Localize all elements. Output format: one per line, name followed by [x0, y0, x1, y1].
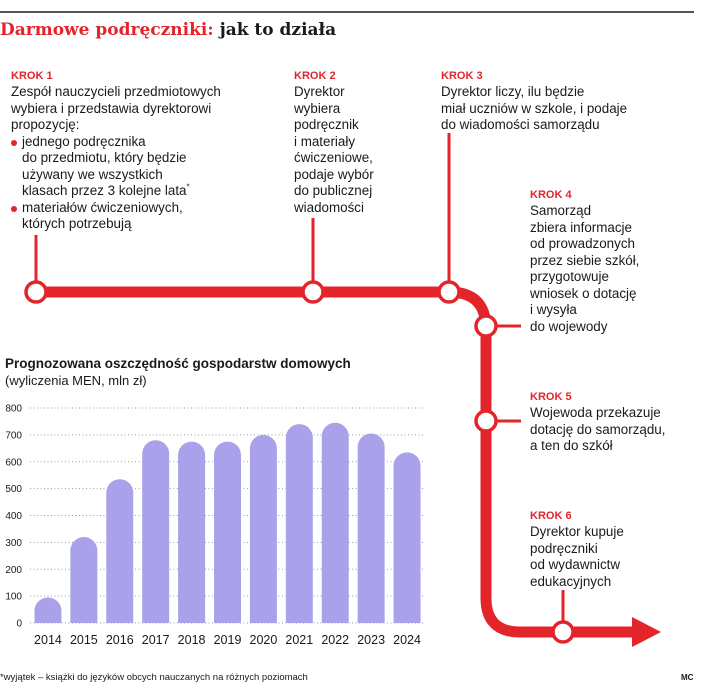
step-line: wybiera i przedstawia dyrektorowi — [11, 100, 212, 116]
step-line: i wysyła — [530, 302, 577, 317]
bullet-dot — [11, 206, 17, 212]
step-1 — [11, 69, 301, 233]
y-tick-label: 500 — [5, 484, 22, 496]
chart-subtitle: (wyliczenia MEN, mln zł) — [5, 373, 147, 388]
step-4 — [530, 188, 700, 335]
x-tick-label: 2021 — [285, 633, 314, 647]
y-tick-label: 100 — [5, 591, 22, 603]
x-tick-label: 2016 — [105, 633, 134, 647]
step-3 — [441, 69, 701, 134]
chart-x-ticks — [34, 633, 421, 647]
step-line: miał uczniów w szkole, i podaje — [441, 100, 628, 116]
step-line: od wydawnictw — [530, 557, 621, 572]
step-line: do wojewody — [530, 318, 608, 334]
step-line: ćwiczeniowe, — [294, 150, 373, 165]
step-line: Dyrektor — [294, 84, 345, 99]
station-6 — [553, 622, 573, 642]
step-6 — [530, 509, 700, 590]
bar-2020 — [250, 435, 277, 623]
bullet-line: używany we wszystkich — [22, 166, 163, 182]
step-label: KROK 1 — [11, 70, 53, 82]
bar-2017 — [142, 440, 169, 623]
chart-bars — [34, 423, 420, 623]
step-line: propozycję: — [11, 117, 80, 132]
step-label: KROK 2 — [294, 70, 336, 82]
y-tick-label: 600 — [5, 457, 22, 469]
x-tick-label: 2018 — [177, 633, 206, 647]
bar-2015 — [70, 537, 97, 623]
step-bullets — [11, 134, 301, 233]
y-tick-label: 200 — [5, 564, 22, 576]
station-2 — [303, 282, 323, 302]
x-tick-label: 2015 — [69, 633, 98, 647]
bar-2021 — [286, 424, 313, 623]
title-highlight: Darmowe podręczniki: — [0, 20, 214, 40]
bullet-line: materiałów ćwiczeniowych, — [22, 199, 183, 215]
step-line: wiadomości — [294, 199, 364, 215]
bar-2023 — [358, 434, 385, 623]
station-5 — [476, 411, 496, 431]
step-line: Samorząd — [530, 203, 592, 218]
bullet-line-text: klasach przez 3 kolejne lata — [22, 183, 187, 198]
credit: MC — [681, 673, 694, 682]
chart-title: Prognozowana oszczędność gospodarstw domowych — [5, 356, 351, 371]
step-line: od prowadzonych — [530, 236, 635, 251]
bullet-item — [11, 200, 301, 233]
step-line: edukacyjnych — [530, 573, 612, 589]
x-tick-label: 2023 — [357, 633, 386, 647]
station-3 — [439, 282, 459, 302]
step-line: Dyrektor liczy, ilu będzie — [441, 84, 585, 99]
step-line: do wiadomości samorządu — [441, 117, 600, 132]
bar-2022 — [322, 423, 349, 623]
route-arrow — [632, 617, 661, 647]
station-4 — [476, 316, 496, 336]
title-rest: jak to działa — [219, 20, 337, 40]
step-2 — [294, 69, 424, 216]
bar-2016 — [106, 479, 133, 623]
step-line: Dyrektor kupuje — [530, 524, 624, 539]
step-line: podręcznik — [294, 117, 359, 132]
step-label: KROK 4 — [530, 189, 572, 201]
x-tick-label: 2020 — [249, 633, 278, 647]
footnote-marker: * — [186, 182, 190, 192]
step-line: podręczniki — [530, 540, 598, 556]
bar-2019 — [214, 442, 241, 623]
chart-y-ticks — [5, 404, 22, 630]
bar-2014 — [34, 597, 61, 623]
step-line: przez siebie szkół, — [530, 252, 640, 268]
bullet-line: do przedmiotu, który będzie — [22, 150, 187, 165]
step-line: a ten do szkół — [530, 438, 613, 453]
step-5 — [530, 390, 700, 455]
step-line: wybiera — [294, 100, 341, 116]
x-tick-label: 2022 — [321, 633, 350, 647]
x-tick-label: 2014 — [34, 633, 62, 647]
station-1 — [26, 282, 46, 302]
step-line: Wojewoda przekazuje — [530, 405, 661, 420]
step-label: KROK 5 — [530, 391, 572, 403]
y-tick-label: 700 — [5, 430, 22, 442]
step-label: KROK 6 — [530, 510, 572, 522]
bullet-item — [11, 134, 301, 200]
x-tick-label: 2019 — [213, 633, 242, 647]
bullet-line — [22, 183, 301, 200]
bar-2018 — [178, 442, 205, 623]
y-tick-label: 400 — [5, 511, 22, 522]
bullet-line: jednego podręcznika — [22, 133, 146, 149]
bullet-dot — [11, 140, 17, 146]
y-tick-label: 300 — [5, 537, 22, 549]
step-line: przygotowuje — [530, 269, 609, 284]
step-line: do publicznej — [294, 183, 373, 198]
x-tick-label: 2024 — [393, 633, 421, 647]
step-label: KROK 3 — [441, 70, 483, 82]
step-line: podaje wybór — [294, 166, 374, 182]
step-line: zbiera informacje — [530, 219, 632, 235]
savings-bar-chart — [0, 395, 440, 650]
step-line: dotację do samorządu, — [530, 421, 666, 437]
bar-2024 — [394, 452, 421, 623]
bullet-line: których potrzebują — [22, 216, 132, 231]
y-tick-label: 800 — [5, 403, 22, 415]
step-line: wniosek o dotację — [530, 285, 637, 301]
step-line: i materiały — [294, 133, 356, 149]
x-tick-label: 2017 — [141, 633, 170, 647]
step-line: Zespół nauczycieli przedmiotowych — [11, 84, 221, 99]
footnote: *wyjątek – książki do języków obcych nauczanych na różnych poziomach — [0, 672, 308, 683]
y-tick-label: 0 — [16, 618, 22, 630]
